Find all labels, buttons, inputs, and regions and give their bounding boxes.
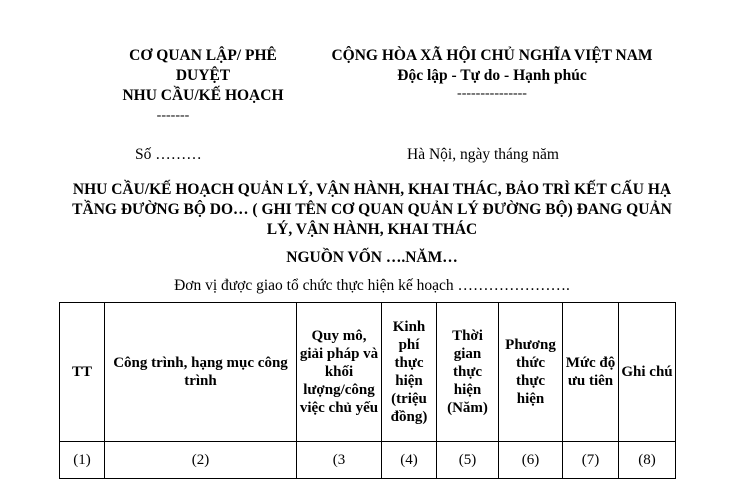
index-cell-3: (3 (297, 442, 382, 479)
header-cell-scale: Quy mô, giải pháp và khối lượng/công việc chủ yếu (297, 303, 382, 442)
header-cell-budget: Kinh phí thực hiện (triệu đồng) (382, 303, 437, 442)
index-cell-5: (5) (437, 442, 499, 479)
nation-separator: --------------- (457, 86, 527, 101)
plan-table (59, 302, 676, 479)
place-date: Hà Nội, ngày tháng năm (407, 146, 559, 163)
table-index-row (60, 442, 676, 479)
index-cell-8: (8) (619, 442, 676, 479)
header-cell-method: Phương thức thực hiện (499, 303, 563, 442)
nation-name: CỘNG HÒA XÃ HỘI CHỦ NGHĨA VIỆT NAM (331, 47, 653, 64)
agency-line-3: NHU CẦU/KẾ HOẠCH (122, 87, 284, 104)
index-cell-7: (7) (563, 442, 619, 479)
document-title: NHU CẦU/KẾ HOẠCH QUẢN LÝ, VẬN HÀNH, KHAI THÁC, BẢO TRÌ KẾT CẤU HẠ TẦNG ĐƯỜNG BỘ DO… ( GHI TÊN CƠ QUAN QUẢN LÝ ĐƯỜNG BỘ) ĐANG QUẢN LÝ, VẬN HÀNH, KHAI THÁC (72, 181, 672, 238)
funding-source-line: NGUỒN VỐN ….NĂM… (286, 249, 458, 266)
index-cell-6: (6) (499, 442, 563, 479)
agency-line-1: CƠ QUAN LẬP/ PHÊ (129, 47, 277, 64)
header-cell-project: Công trình, hạng mục công trình (105, 303, 297, 442)
header-cell-tt: TT (60, 303, 105, 442)
document-number: Số ……… (135, 146, 202, 163)
table-header-row (60, 303, 676, 442)
header-cell-priority: Mức độ ưu tiên (563, 303, 619, 442)
assigned-unit-line: Đơn vị được giao tổ chức thực hiện kế hoạch …………………. (174, 277, 570, 294)
agency-line-2: DUYỆT (175, 67, 231, 84)
header-cell-notes: Ghi chú (619, 303, 676, 442)
header-cell-duration: Thời gian thực hiện (Năm) (437, 303, 499, 442)
national-motto: Độc lập - Tự do - Hạnh phúc (397, 67, 587, 84)
issuing-agency (58, 46, 348, 106)
national-header (310, 46, 674, 86)
agency-separator: ------- (156, 108, 190, 123)
index-cell-4: (4) (382, 442, 437, 479)
index-cell-2: (2) (105, 442, 297, 479)
index-cell-1: (1) (60, 442, 105, 479)
